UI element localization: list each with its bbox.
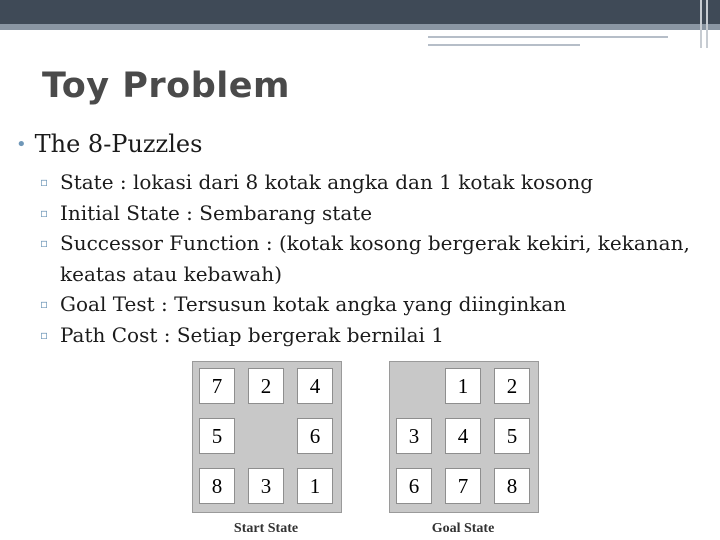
square-bullet-icon: ▫ [40, 175, 49, 189]
puzzle-blank-tile [396, 368, 432, 404]
top-bar [0, 0, 720, 24]
goal-state-label: Goal State [431, 521, 495, 536]
bullet-dot-icon: • [16, 134, 27, 155]
start-state-puzzle [192, 361, 342, 513]
puzzle-tile: 7 [199, 368, 235, 404]
decor-line [428, 36, 668, 38]
start-state-label: Start State [233, 521, 299, 536]
decor-line [700, 0, 702, 48]
goal-state-puzzle [389, 361, 539, 513]
sub-bullet [40, 320, 706, 351]
sub-bullet [40, 167, 706, 198]
puzzle-tile: 8 [494, 468, 530, 504]
sub-bullet-text: Goal Test : Tersusun kotak angka yang diinginkan [60, 292, 567, 316]
slide-title: Toy Problem [42, 66, 290, 106]
sub-bullet-text: Successor Function : (kotak kosong bergerak kekiri, kekanan, keatas atau kebawah) [60, 231, 690, 286]
puzzle-tile: 3 [396, 418, 432, 454]
decor-line [706, 0, 708, 48]
puzzle-tile: 3 [248, 468, 284, 504]
square-bullet-icon: ▫ [40, 327, 49, 342]
puzzle-blank-tile [248, 418, 284, 454]
puzzle-tile: 1 [445, 368, 481, 404]
puzzle-tile: 6 [297, 418, 333, 454]
puzzle-tile: 4 [297, 368, 333, 404]
sub-bullet [40, 198, 706, 229]
puzzle-tile: 5 [199, 418, 235, 454]
puzzle-tile: 1 [297, 468, 333, 504]
square-bullet-icon: ▫ [40, 297, 49, 311]
top-bar-strip [0, 24, 720, 30]
puzzle-tile: 4 [445, 418, 481, 454]
sub-bullet-text: State : lokasi dari 8 kotak angka dan 1 kotak kosong [60, 170, 594, 194]
sub-bullet [40, 228, 706, 289]
sub-bullet-text: Path Cost : Setiap bergerak bernilai 1 [60, 322, 444, 347]
square-bullet-icon: ▫ [40, 236, 49, 250]
decor-line [428, 44, 580, 46]
bullet-list [16, 126, 706, 350]
puzzle-tile: 5 [494, 418, 530, 454]
sub-bullet [40, 289, 706, 320]
sub-bullet-text: Initial State : Sembarang state [60, 200, 373, 225]
puzzle-tile: 2 [494, 368, 530, 404]
puzzle-tile: 7 [445, 468, 481, 504]
square-bullet-icon: ▫ [40, 205, 49, 220]
puzzle-tile: 8 [199, 468, 235, 504]
puzzle-tile: 2 [248, 368, 284, 404]
bullet-main [16, 126, 706, 163]
puzzle-tile: 6 [396, 468, 432, 504]
bullet-main-text: The 8-Puzzles [34, 130, 203, 158]
sub-bullet-list [40, 167, 706, 350]
